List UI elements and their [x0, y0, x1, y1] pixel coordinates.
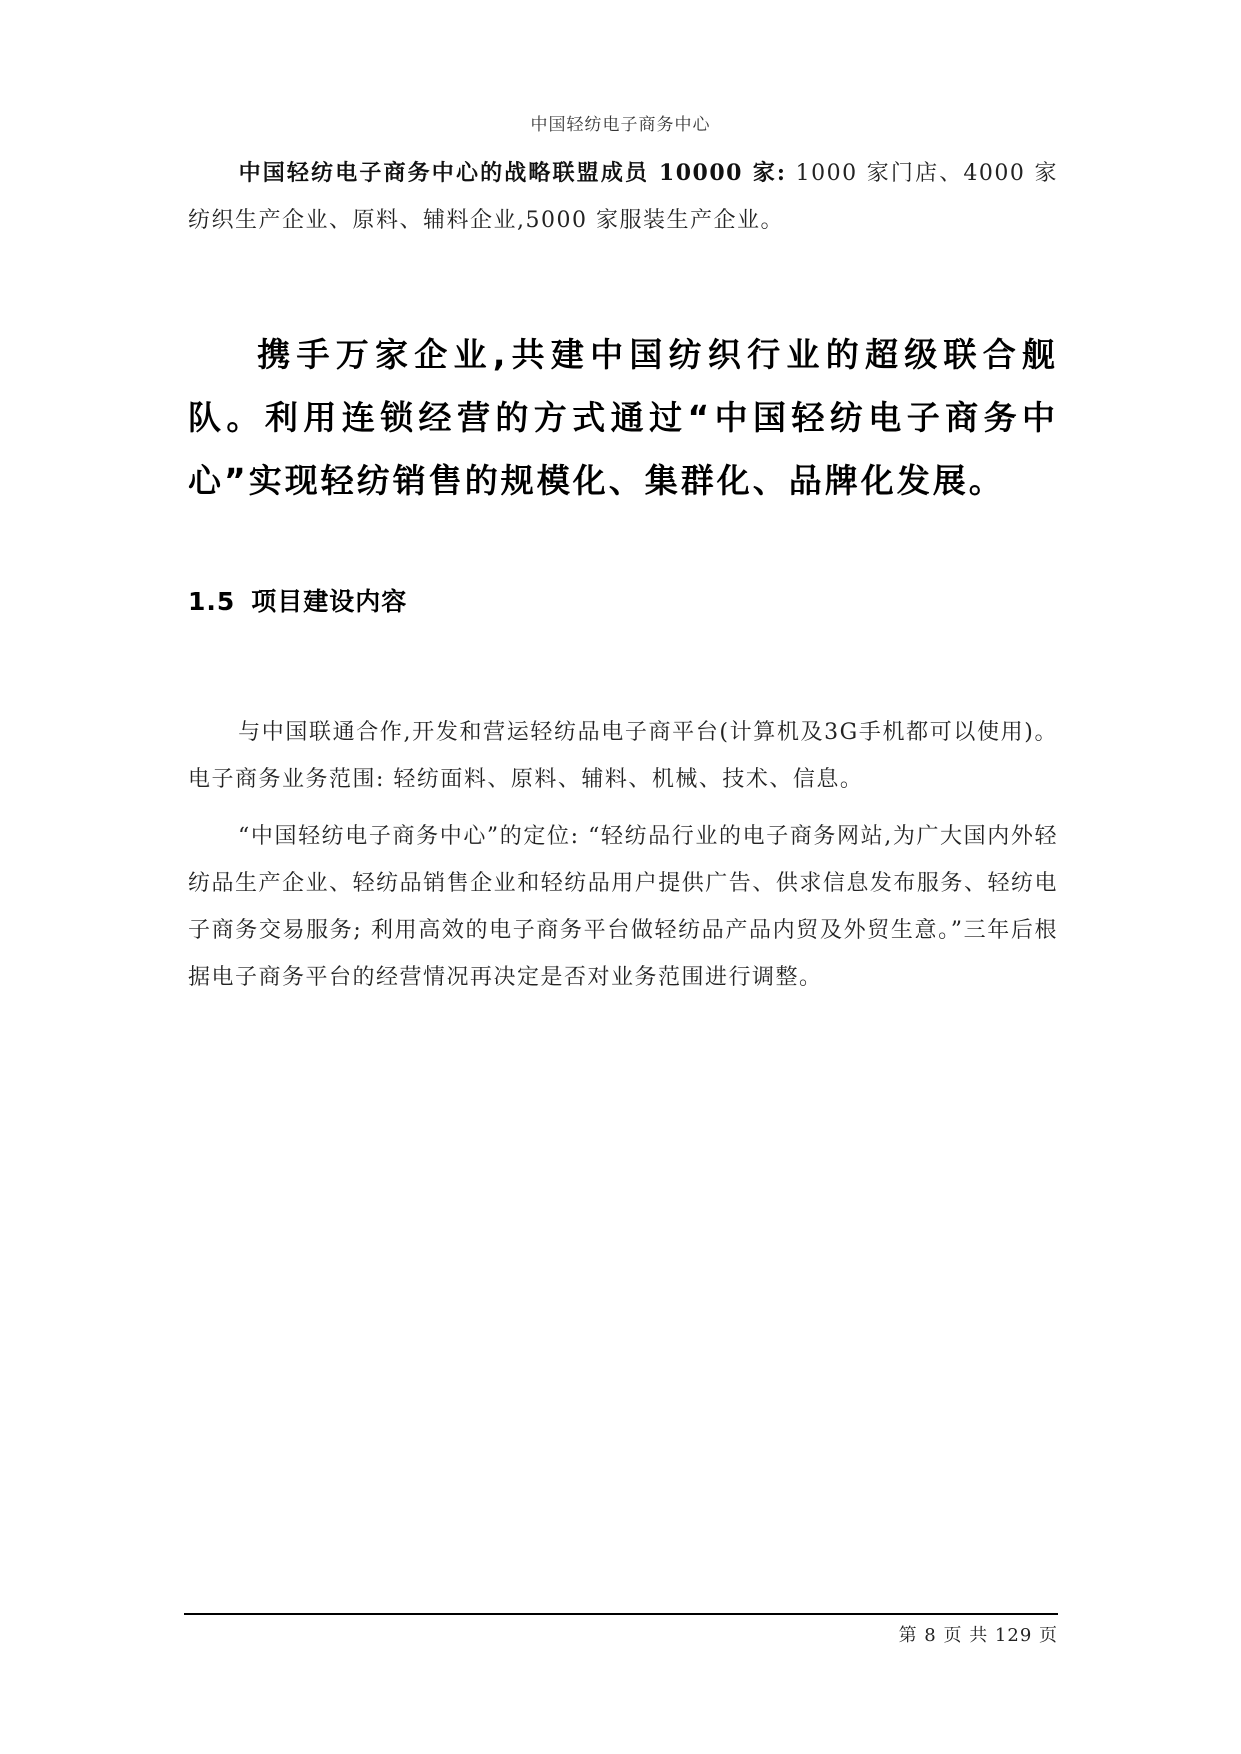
intro-lead: 中国轻纺电子商务中心的战略联盟成员 10000 家: [238, 160, 787, 186]
slogan-text: 携手万家企业,共建中国纺织行业的超级联合舰队。利用连锁经营的方式通过“中国轻纺电子商务中心”实现轻纺销售的规模化、集群化、品牌化发展。 [188, 335, 1058, 500]
body-paragraph [188, 813, 1058, 1001]
page-number: 第 8 页 共 129 页 [898, 1625, 1058, 1646]
intro-body: 1000 家门店、4000 家纺织生产企业、原料、辅料企业,5000 家服装生产企业。 [188, 161, 1058, 233]
intro-paragraph [188, 150, 1058, 244]
body-paragraph [188, 709, 1058, 803]
body-paragraph-text: 与中国联通合作,开发和营运轻纺品电子商平台(计算机及3G手机都可以使用)。电子商务业务范围: 轻纺面料、原料、辅料、机械、技术、信息。 [188, 720, 1058, 792]
slogan-paragraph [188, 323, 1058, 512]
running-header: 中国轻纺电子商务中心 [530, 115, 711, 135]
footer-divider [184, 1613, 1058, 1615]
section-title: 项目建设内容 [251, 587, 408, 616]
section-number: 1.5 [188, 587, 236, 616]
section-heading [188, 582, 407, 618]
body-paragraph-text: “中国轻纺电子商务中心”的定位: “轻纺品行业的电子商务网站,为广大国内外轻纺品生产企业、轻纺品销售企业和轻纺品用户提供广告、供求信息发布服务、轻纺电子商务交易服务; 利用高效的电子商务平台做轻纺品产品内贸及外贸生意。”三年后根据电子商务平台的经营情况再决定是否对业务范围进行调整。 [188, 824, 1058, 990]
